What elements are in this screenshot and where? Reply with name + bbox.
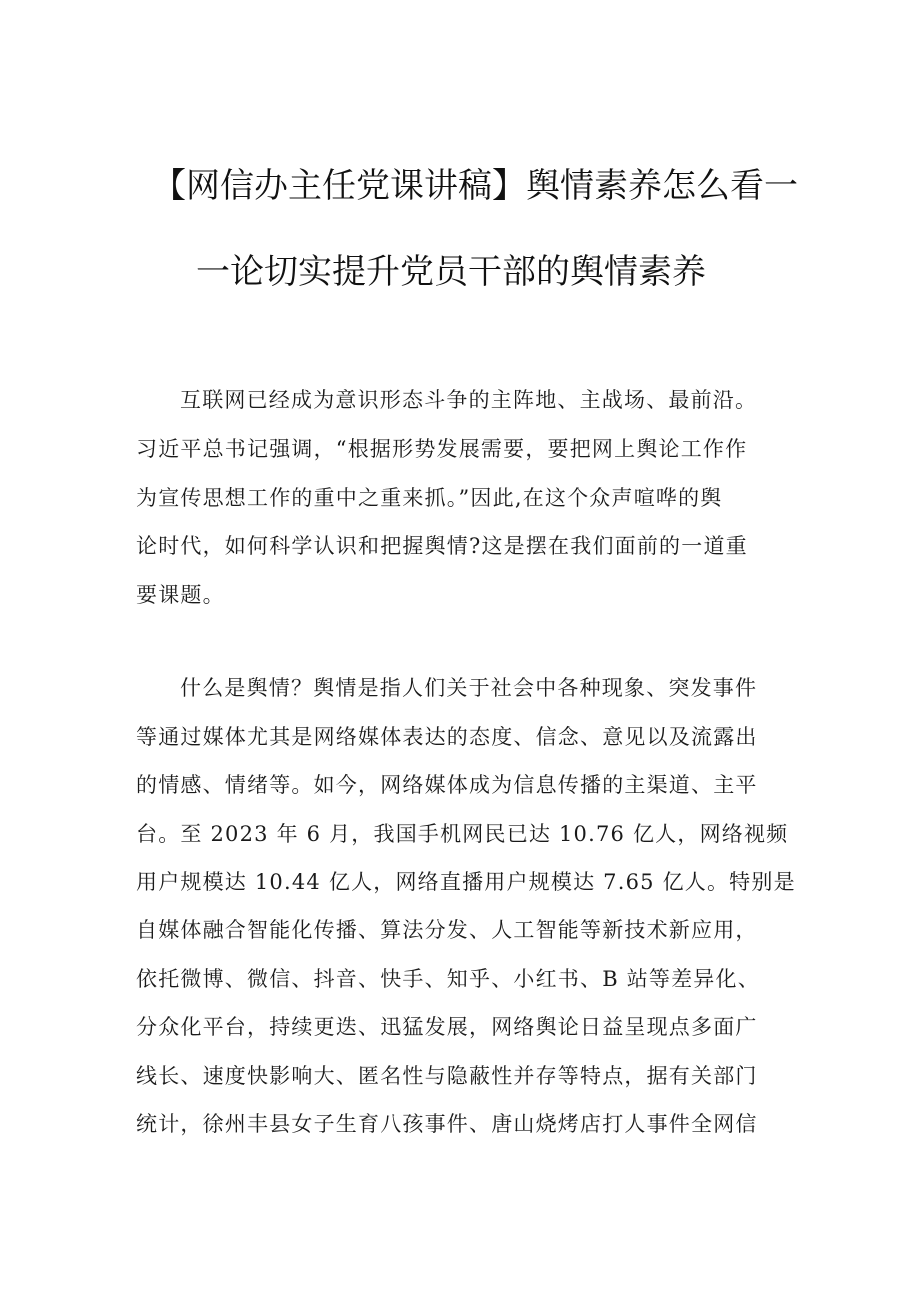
paragraph-1-line-2: 习近平总书记强调，“根据形势发展需要，要把网上舆论工作作 [136,437,748,461]
paragraph-1-line-1: 互联网已经成为意识形态斗争的主阵地、主战场、最前沿。 [180,388,758,412]
paragraph-2-line-1: 什么是舆情？舆情是指人们关于社会中各种现象、突发事件 [180,676,758,700]
paragraph-2-line-5: 用户规模达 10.44 亿人，网络直播用户规模达 7.65 亿人。特别是 [136,870,796,894]
paragraph-1-line-3: 为宣传思想工作的重中之重来抓。”因此,在这个众声喧哗的舆 [136,486,723,510]
paragraph-2-line-6: 自媒体融合智能化传播、算法分发、人工智能等新技术新应用， [136,918,758,942]
paragraph-2-line-8: 分众化平台，持续更迭、迅猛发展，网络舆论日益呈现点多面广 [136,1015,758,1039]
paragraph-2-line-9: 线长、速度快影响大、匿名性与隐蔽性并存等特点，据有关部门 [136,1064,758,1088]
document-title-line-2: 一论切实提升党员干部的舆情素养 [196,252,706,292]
paragraph-2-line-4: 台。至 2023 年 6 月，我国手机网民已达 10.76 亿人，网络视频 [136,822,789,846]
paragraph-2-line-3: 的情感、情绪等。如今，网络媒体成为信息传播的主渠道、主平 [136,773,758,797]
document-title-line-1: 【网信办主任党课讲稿】舆情素养怎么看一 [152,166,798,206]
paragraph-1-line-5: 要课题。 [136,583,225,607]
paragraph-2-line-2: 等通过媒体尤其是网络媒体表达的态度、信念、意见以及流露出 [136,725,758,749]
paragraph-2-line-7: 依托微博、微信、抖音、快手、知乎、小红书、B 站等差异化、 [136,967,760,991]
paragraph-1-line-4: 论时代，如何科学认识和把握舆情?这是摆在我们面前的一道重 [136,534,748,558]
paragraph-2-line-10: 统计，徐州丰县女子生育八孩事件、唐山烧烤店打人事件全网信 [136,1112,758,1136]
